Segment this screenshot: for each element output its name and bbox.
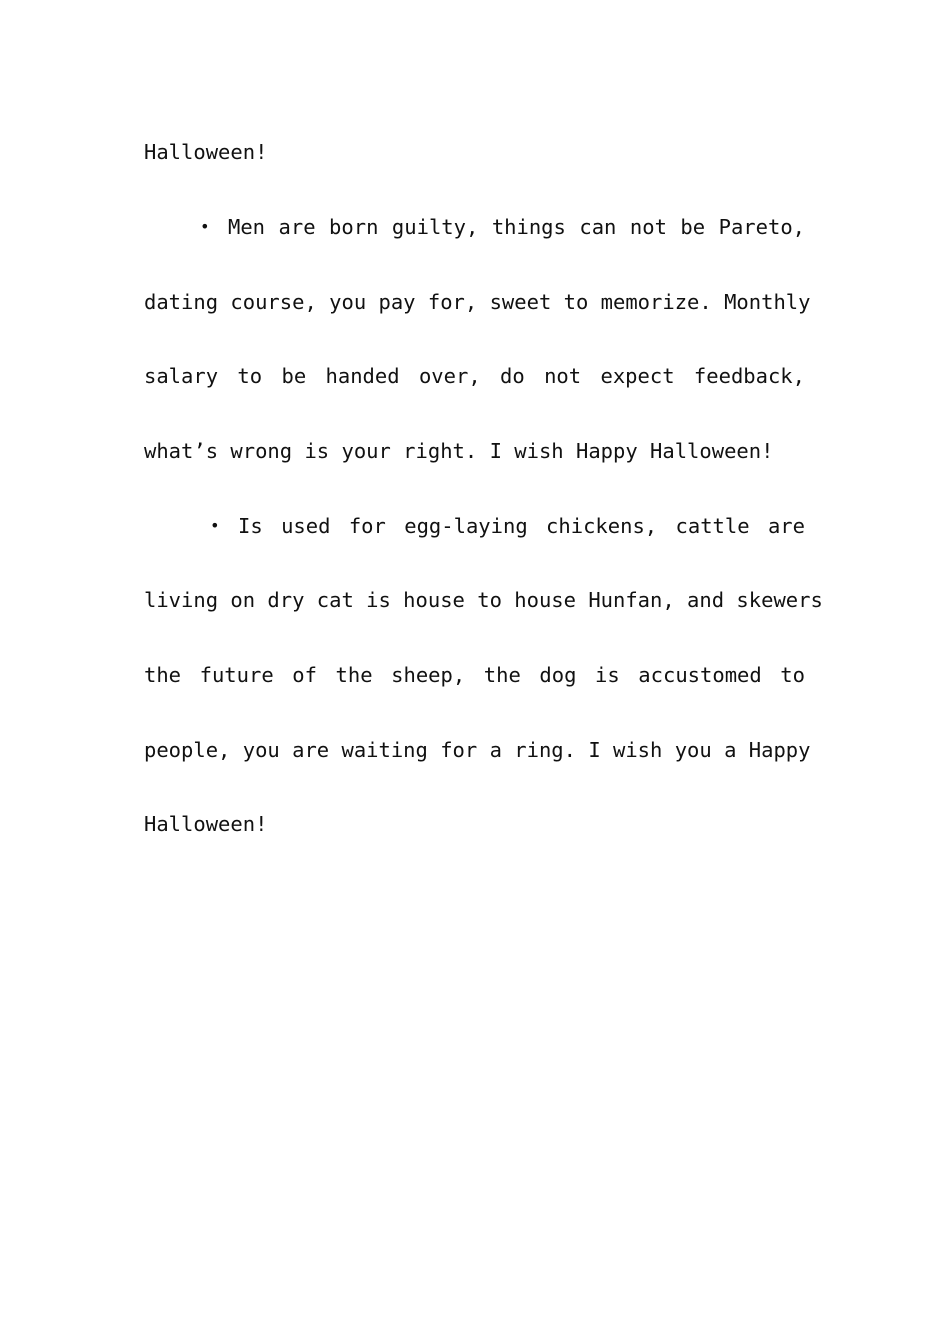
- bullet-icon: •: [210, 516, 220, 535]
- paragraph-0-line-0: Halloween!: [144, 140, 268, 164]
- paragraph-1-first-line: [200, 212, 805, 242]
- paragraph-1-line-2: what’s wrong is your right. I wish Happy Halloween!: [144, 439, 774, 463]
- paragraph-2-line-2: people, you are waiting for a ring. I wish you a Happy: [144, 738, 811, 762]
- bullet-icon: •: [200, 217, 210, 236]
- paragraph-2-first-line-text: Is used for egg-laying chickens, cattle are: [238, 514, 805, 538]
- paragraph-1-line-0: dating course, you pay for, sweet to memorize. Monthly: [144, 290, 811, 314]
- paragraph-2-line-0: living on dry cat is house to house Hunfan, and skewers: [144, 588, 823, 612]
- paragraph-2-line-3: Halloween!: [144, 812, 268, 836]
- paragraph-2-first-line: [210, 511, 805, 541]
- paragraph-1-first-line-text: Men are born guilty, things can not be Pareto,: [228, 215, 805, 239]
- paragraph-1-line-1: salary to be handed over, do not expect feedback,: [144, 364, 805, 388]
- paragraph-2-line-1: the future of the sheep, the dog is accustomed to: [144, 663, 805, 687]
